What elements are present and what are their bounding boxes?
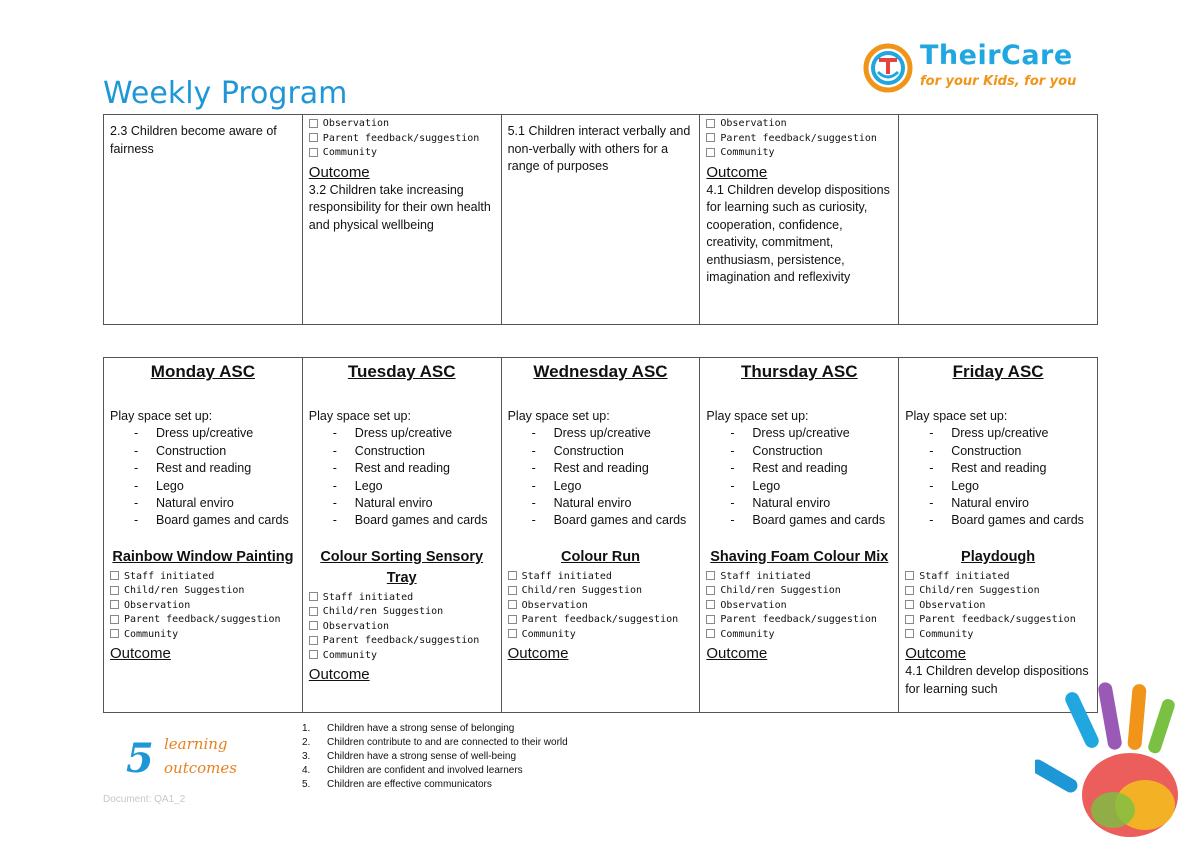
list-item: - Construction <box>110 443 296 460</box>
activity-checkboxes <box>905 570 1091 643</box>
setup-label: Play space set up: <box>706 409 809 423</box>
play-space-setup <box>905 408 1091 530</box>
checkbox-item[interactable]: Staff initiated <box>309 591 495 606</box>
page-title: Weekly Program <box>103 76 348 111</box>
play-space-setup <box>706 408 892 530</box>
day-title: Wednesday ASC <box>533 362 668 381</box>
list-item: 3. Children have a strong sense of well-being <box>302 751 516 762</box>
checkbox-item[interactable]: Parent feedback/suggestion <box>706 613 892 628</box>
list-item: 2. Children contribute to and are connected to their world <box>302 737 568 748</box>
checkbox-item[interactable]: Parent feedback/suggestion <box>508 613 694 628</box>
activity-title: Rainbow Window Painting <box>112 548 294 565</box>
document-reference: Document: QA1_2 <box>103 794 186 805</box>
day-title: Thursday ASC <box>741 362 858 381</box>
outcome-label: Outcome <box>308 163 370 181</box>
activity-checkboxes <box>110 570 296 643</box>
list-item: - Board games and cards <box>309 512 495 529</box>
checkbox-item[interactable]: Community <box>110 628 296 643</box>
checkbox-observation[interactable]: Observation <box>309 117 495 132</box>
play-space-setup <box>508 408 694 530</box>
activity-checkboxes <box>508 570 694 643</box>
checkbox-item[interactable]: Staff initiated <box>706 570 892 585</box>
list-item: - Board games and cards <box>706 512 892 529</box>
checkbox-item[interactable]: Observation <box>110 599 296 614</box>
checkbox-item[interactable]: Child/ren Suggestion <box>706 584 892 599</box>
list-item: - Natural enviro <box>110 495 296 512</box>
weekly-days-table <box>103 357 1098 713</box>
list-item: - Lego <box>508 478 694 495</box>
checkbox-item[interactable]: Observation <box>905 599 1091 614</box>
list-item: - Construction <box>309 443 495 460</box>
activity-checkboxes <box>706 570 892 643</box>
list-item: 5. Children are effective communicators <box>302 779 492 790</box>
list-item: - Lego <box>309 478 495 495</box>
word-learning: learning <box>164 735 228 753</box>
logo-name: TheirCare <box>920 40 1073 71</box>
top-cell-4-checkboxes <box>706 117 892 161</box>
top-cell-4 <box>700 115 899 325</box>
list-item: - Dress up/creative <box>905 425 1091 442</box>
list-item: - Rest and reading <box>110 460 296 477</box>
checkbox-item[interactable]: Observation <box>309 620 495 635</box>
list-item: - Natural enviro <box>706 495 892 512</box>
top-cell-1-text: 2.3 Children become aware of fairness <box>110 124 277 156</box>
list-item: - Board games and cards <box>905 512 1091 529</box>
day-column <box>302 358 501 713</box>
top-cell-3-text: 5.1 Children interact verbally and non-verbally with others for a range of purposes <box>507 124 691 173</box>
learning-outcomes-list <box>302 722 568 792</box>
checkbox-item[interactable]: Community <box>508 628 694 643</box>
checkbox-item[interactable]: Child/ren Suggestion <box>110 584 296 599</box>
day-column <box>700 358 899 713</box>
painted-hand-icon <box>1035 680 1195 840</box>
list-item: - Dress up/creative <box>309 425 495 442</box>
setup-label: Play space set up: <box>308 409 411 423</box>
word-outcomes: outcomes <box>164 759 237 777</box>
day-column <box>104 358 303 713</box>
day-column <box>501 358 700 713</box>
checkbox-item[interactable]: Staff initiated <box>905 570 1091 585</box>
checkbox-item[interactable]: Community <box>706 628 892 643</box>
top-cell-1 <box>104 115 303 325</box>
list-item: 4. Children are confident and involved learners <box>302 765 523 776</box>
list-item: - Dress up/creative <box>110 425 296 442</box>
list-item: - Dress up/creative <box>706 425 892 442</box>
top-cell-2-checkboxes <box>309 117 495 161</box>
outcome-label: Outcome <box>308 666 370 684</box>
outcome-text: 4.1 Children develop dispositions for learning such <box>905 664 1089 696</box>
outcome-label: Outcome <box>706 645 768 663</box>
list-item: - Lego <box>706 478 892 495</box>
list-item: - Rest and reading <box>309 460 495 477</box>
day-title: Monday ASC <box>150 362 255 381</box>
checkbox-item[interactable]: Child/ren Suggestion <box>508 584 694 599</box>
checkbox-community[interactable]: Community <box>706 146 892 161</box>
theircare-logo-icon <box>862 42 914 94</box>
activity-title: Colour Sorting Sensory Tray <box>320 548 484 586</box>
day-title: Friday ASC <box>952 362 1044 381</box>
play-space-setup <box>309 408 495 530</box>
outcome-text: 3.2 Children take increasing responsibility for their own health and physical wellbeing <box>308 182 491 232</box>
checkbox-item[interactable]: Community <box>309 649 495 664</box>
learning-outcomes-words <box>164 732 237 780</box>
list-item: - Construction <box>905 443 1091 460</box>
outcome-text: 4.1 Children develop dispositions for learning such as curiosity, cooperation, confidence, creativity, commitment, enthusiasm, persistence, imagination and reflexivity <box>706 182 890 284</box>
setup-label: Play space set up: <box>110 409 213 423</box>
checkbox-item[interactable]: Child/ren Suggestion <box>309 605 495 620</box>
checkbox-item[interactable]: Observation <box>508 599 694 614</box>
top-cell-3 <box>501 115 700 325</box>
day-column <box>899 358 1098 713</box>
checkbox-item[interactable]: Parent feedback/suggestion <box>905 613 1091 628</box>
list-item: - Dress up/creative <box>508 425 694 442</box>
checkbox-item[interactable]: Staff initiated <box>110 570 296 585</box>
outcome-label: Outcome <box>110 645 171 663</box>
list-item: - Lego <box>905 478 1091 495</box>
top-cell-5 <box>899 115 1098 325</box>
checkbox-community[interactable]: Community <box>309 146 495 161</box>
top-cell-2 <box>302 115 501 325</box>
outcome-label: Outcome <box>507 645 569 663</box>
top-outcomes-table <box>103 114 1098 325</box>
list-item: - Rest and reading <box>905 460 1091 477</box>
list-item: - Rest and reading <box>508 460 694 477</box>
checkbox-item[interactable]: Child/ren Suggestion <box>905 584 1091 599</box>
checkbox-observation[interactable]: Observation <box>706 117 892 132</box>
checkbox-parent-feedback[interactable]: Parent feedback/suggestion <box>309 132 495 147</box>
activity-title: Playdough <box>961 548 1036 565</box>
checkbox-item[interactable]: Community <box>905 628 1091 643</box>
play-space-setup <box>110 408 296 530</box>
day-title: Tuesday ASC <box>347 362 456 381</box>
list-item: - Construction <box>508 443 694 460</box>
list-item: 1. Children have a strong sense of belonging <box>302 723 515 734</box>
activity-checkboxes <box>309 591 495 664</box>
list-item: - Natural enviro <box>508 495 694 512</box>
checkbox-item[interactable]: Staff initiated <box>508 570 694 585</box>
list-item: - Lego <box>110 478 296 495</box>
outcome-label: Outcome <box>706 163 768 181</box>
list-item: - Board games and cards <box>110 512 296 529</box>
activity-title: Colour Run <box>561 548 640 565</box>
list-item: - Rest and reading <box>706 460 892 477</box>
list-item: - Natural enviro <box>905 495 1091 512</box>
list-item: - Board games and cards <box>508 512 694 529</box>
list-item: - Construction <box>706 443 892 460</box>
checkbox-item[interactable]: Parent feedback/suggestion <box>110 613 296 628</box>
setup-label: Play space set up: <box>905 409 1008 423</box>
outcome-label: Outcome <box>905 645 967 663</box>
logo-tagline: for your Kids, for you <box>920 74 1077 89</box>
theircare-logo <box>860 38 1090 98</box>
checkbox-item[interactable]: Observation <box>706 599 892 614</box>
five-number: 5 <box>126 735 154 782</box>
checkbox-item[interactable]: Parent feedback/suggestion <box>309 634 495 649</box>
setup-label: Play space set up: <box>507 409 610 423</box>
checkbox-parent-feedback[interactable]: Parent feedback/suggestion <box>706 132 892 147</box>
activity-title: Shaving Foam Colour Mix <box>710 548 889 565</box>
list-item: - Natural enviro <box>309 495 495 512</box>
